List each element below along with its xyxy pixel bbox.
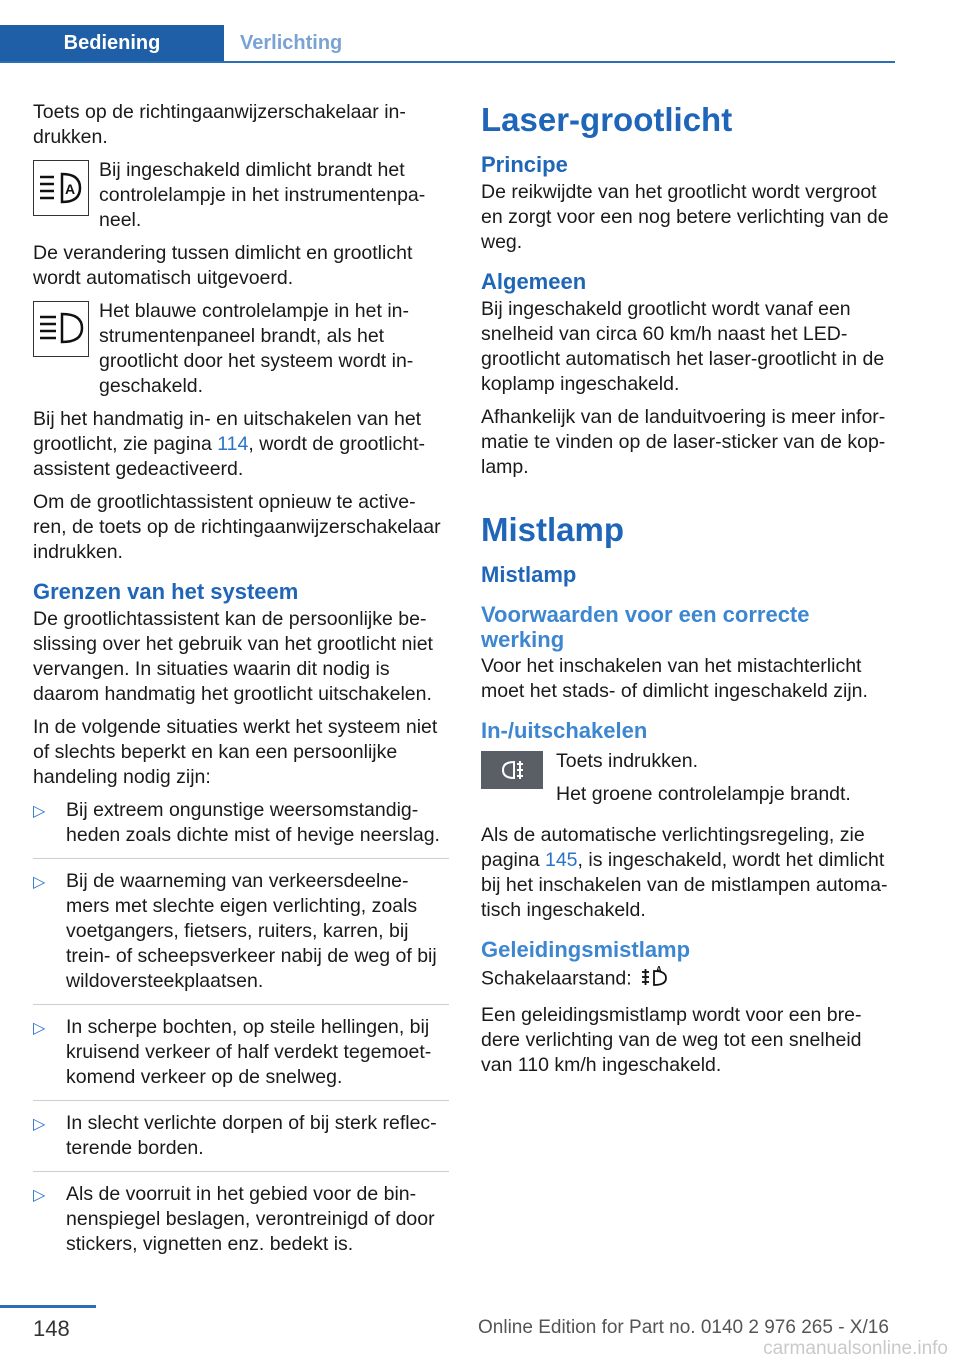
paragraph: De grootlichtassistent kan de persoonlijke be-slissing over het gebruik van het grootlicht niet vervangen. In situaties waarin dit nodig is daarom handmatig het grootlicht uitschakelen. [33,608,433,705]
text-span: Bij het handmatig in- en uitschakelen van het grootlicht, zie pagina [33,408,422,455]
highbeam-indicator-row [33,299,449,399]
heading-grenzen: Grenzen van het systeem [33,579,299,604]
list-item [33,1111,449,1172]
triangle-bullet-icon: ▷ [33,874,46,891]
list-item-text: Bij extreem ongunstige weersomstandig-heden zoals dichte mist of hevige neerslag. [66,799,440,846]
list-item-text: In slecht verlichte dorpen of bij sterk reflec-terende borden. [66,1112,437,1159]
text-span: Als de automatische verlichtingsregeling, zie pagina [481,824,865,871]
triangle-bullet-icon: ▷ [33,1187,46,1204]
triangle-bullet-icon: ▷ [33,1116,46,1133]
list-item [33,869,449,1005]
paragraph [481,823,897,923]
auto-dimlight-icon [33,160,89,216]
triangle-bullet-icon: ▷ [33,803,46,820]
paragraph: Bij ingeschakeld grootlicht wordt vanaf een snelheid van circa 60 km/h naast het LED-grootlicht automatisch het laser-grootlicht in de koplamp ingeschakeld. [481,298,885,395]
svg-text:A: A [65,181,76,197]
left-column [33,100,449,1277]
watermark: carmanualsonline.info [763,1338,948,1359]
heading-algemeen: Algemeen [481,269,587,294]
heading-voorwaarden: Voorwaarden voor een correcte werking [481,602,810,652]
rear-fog-button-icon [481,751,543,789]
text-span: , is ingeschakeld, wordt het dimlicht bij het inschakelen van de mistlampen automa-tisch ingeschakeld. [481,849,888,921]
paragraph: De reikwijdte van het grootlicht wordt vergroot en zorgt voor een nog betere verlichting van de weg. [481,181,889,253]
header-tabs [0,25,895,63]
paragraph: Een geleidingsmistlamp wordt voor een bre-dere verlichting van de weg tot een snelheid van 110 km/h ingeschakeld. [481,1004,862,1076]
highbeam-icon [33,301,89,357]
paragraph: Afhankelijk van de landuitvoering is meer infor-matie te vinden op de laser-sticker van de kop-lamp. [481,406,886,478]
right-column [481,100,897,1086]
tab-bediening[interactable]: Bediening [0,25,224,61]
paragraph: De verandering tussen dimlicht en grootlicht wordt automatisch uitgevoerd. [33,242,413,289]
heading-in-uitschakelen: In-/uitschakelen [481,718,648,743]
situation-list [33,798,449,1267]
paragraph: Voor het inschakelen van het mistachterlicht moet het stads- of dimlicht ingeschakeld zijn. [481,655,868,702]
paragraph: Het groene controlelampje brandt. [556,783,851,805]
guide-fog-switch-icon [640,964,670,995]
page-link-114[interactable]: 114 [217,433,249,455]
svg-text:A: A [655,965,662,974]
paragraph: Toets indrukken. [556,750,698,772]
text-span: Schakelaarstand: [481,967,632,990]
paragraph [481,964,897,995]
paragraph: In de volgende situaties werkt het systeem niet of slechts beperkt en kan een persoonlijke handeling nodig zijn: [33,716,438,788]
list-item-text: Bij de waarneming van verkeersdeelne-mers met slechte eigen verlichting, zoals voetgangers, fietsers, ruiters, karren, bij trein- of scheepsverkeer nabij de weg of bij wildoversteekplaatsen. [66,870,437,992]
list-item [33,798,449,859]
list-item-text: Als de voorruit in het gebied voor de bin-nenspiegel beslagen, verontreinigd of door stickers, vignetten enz. bedekt is. [66,1183,435,1255]
tab-verlichting[interactable]: Verlichting [240,32,343,54]
paragraph: Toets op de richtingaanwijzerschakelaar in-drukken. [33,101,406,148]
list-item [33,1182,449,1267]
highbeam-indicator-text: Het blauwe controlelampje in het in-strumentenpaneel brandt, als het grootlicht door het systeem wordt in-geschakeld. [99,300,414,397]
fog-button-row [481,749,897,813]
heading-principe: Principe [481,152,568,177]
paragraph [33,407,449,482]
heading-mistlamp: Mistlamp [481,562,577,587]
heading-mistlamp-main: Mistlamp [481,511,625,548]
dimlight-indicator-row [33,158,449,233]
dimlight-indicator-text: Bij ingeschakeld dimlicht brandt het controlelampje in het instrumentenpa-neel. [99,159,426,231]
list-item [33,1015,449,1101]
footer-rule [0,1305,96,1308]
page-link-145[interactable]: 145 [544,849,578,871]
text-span: , wordt de grootlicht-assistent gedeactiveerd. [33,433,426,480]
heading-geleidingsmistlamp: Geleidingsmistlamp [481,937,691,962]
edition-text: Online Edition for Part no. 0140 2 976 265 - X/16 [478,1317,889,1338]
page-number: 148 [33,1316,70,1341]
list-item-text: In scherpe bochten, op steile hellingen, bij kruisend verkeer of half verdekt tegemoet-komend verkeer op de snelweg. [66,1016,432,1088]
triangle-bullet-icon: ▷ [33,1020,46,1037]
fog-button-text [556,749,897,807]
paragraph: Om de grootlichtassistent opnieuw te active-ren, de toets op de richtingaanwijzerschakelaar indrukken. [33,491,441,563]
heading-laser-grootlicht: Laser-grootlicht [481,101,733,138]
